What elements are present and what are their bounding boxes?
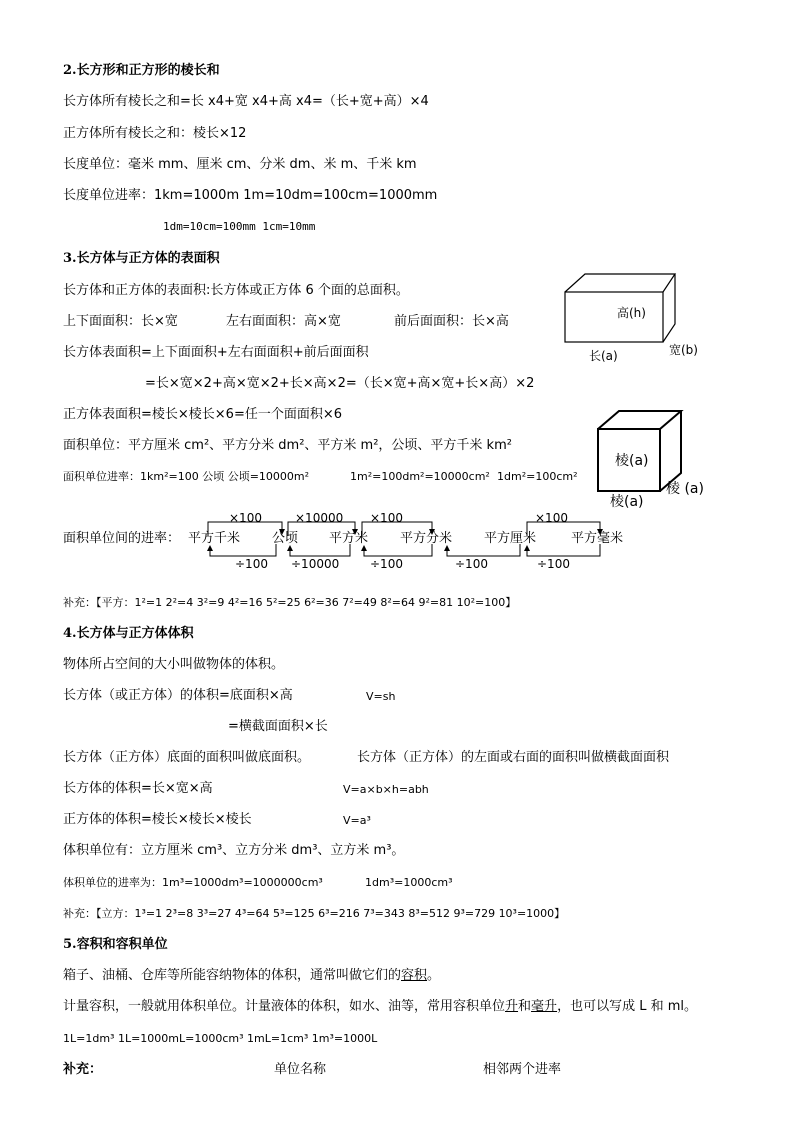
length-rates-2: 1dm=10cm=100mm 1cm=10mm xyxy=(163,220,316,233)
chain-up-3: ×100 xyxy=(370,511,403,525)
chain-unit-m2: 平方米 xyxy=(329,531,369,546)
capacity-rates: 1L=1dm³ 1L=1000mL=1000cm³ 1mL=1cm³ 1m³=1000L xyxy=(63,1032,378,1045)
capacity-definition-post: 。 xyxy=(427,968,441,983)
arrow-up-3 xyxy=(362,522,432,536)
chain-unit-dm2: 平方分米 xyxy=(400,531,453,546)
arrow-down-3 xyxy=(364,544,432,556)
section-5-heading: 5.容积和容积单位 xyxy=(63,937,168,952)
front-back-area: 前后面面积：长×高 xyxy=(394,314,509,329)
chain-down-4: ÷100 xyxy=(455,557,488,571)
supplement-label: 补充： xyxy=(63,1062,103,1077)
cuboid-surface-expanded: =长×宽×2+高×宽×2+长×高×2=（长×宽+高×宽+长×高）×2 xyxy=(145,376,535,391)
capacity-units-and: 和 xyxy=(518,999,532,1014)
section-2-heading: 2.长方形和正方形的棱长和 xyxy=(63,63,220,78)
surface-area-definition: 长方体和正方体的表面积:长方体或正方体 6 个面的总面积。 xyxy=(63,283,409,298)
chain-down-5: ÷100 xyxy=(537,557,570,571)
cuboid-volume-v: V=a×b×h=abh xyxy=(343,783,429,796)
chain-unit-mm2: 平方毫米 xyxy=(571,531,624,546)
chain-down-2: ÷10000 xyxy=(291,557,340,571)
cube-supplement: 补充：【立方：1³=1 2³=8 3³=27 4³=64 5³=125 6³=216 7³=343 8³=512 9³=729 10³=1000】 xyxy=(63,907,566,920)
cube-diagram xyxy=(590,405,720,515)
volume-rates-2: 1dm³=1000cm³ xyxy=(365,876,453,889)
capacity-definition-pre: 箱子、油桶、仓库等所能容纳物体的体积，通常叫做它们的 xyxy=(63,968,402,983)
cube-side-label: 棱 (a) xyxy=(666,481,704,497)
area-units: 面积单位：平方厘米 cm²、平方分米 dm²、平方米 m²，公顷、平方千米 km² xyxy=(63,438,512,453)
capacity-definition xyxy=(63,967,440,985)
capacity-units-post: ，也可以写成 L 和 ml。 xyxy=(557,999,697,1014)
chain-unit-cm2: 平方厘米 xyxy=(484,531,537,546)
top-bottom-area: 上下面面积：长×宽 xyxy=(63,314,178,329)
chain-up-4: ×100 xyxy=(535,511,568,525)
chain-up-2: ×10000 xyxy=(295,511,344,525)
arrow-down-4 xyxy=(447,544,520,556)
capacity-units-line xyxy=(63,998,697,1016)
volume-cross-section: =横截面面积×长 xyxy=(228,719,328,734)
square-supplement: 补充：【平方：1²=1 2²=4 3²=9 4²=16 5²=25 6²=36 7²=49 8²=64 9²=81 10²=100】 xyxy=(63,596,517,609)
cuboid-diagram xyxy=(555,268,730,373)
volume-rates-1: 体积单位的进率为：1m³=1000dm³=1000000cm³ xyxy=(63,876,323,889)
arrow-up-2 xyxy=(288,522,355,536)
area-rates-2: 1m²=100dm²=10000cm² xyxy=(350,470,490,483)
chain-down-1: ÷100 xyxy=(235,557,268,571)
chain-down-3: ÷100 xyxy=(370,557,403,571)
arrow-down-5 xyxy=(527,544,600,556)
cuboid-surface-formula: 长方体表面积=上下面面积+左右面面积+前后面面积 xyxy=(63,345,369,360)
cube-front-label: 棱(a) xyxy=(615,453,649,469)
left-right-area: 左右面面积：高×宽 xyxy=(226,314,341,329)
adjacent-rate-header: 相邻两个进率 xyxy=(483,1062,562,1077)
cuboid-length-label: 长(a) xyxy=(589,349,618,363)
arrow-up-1 xyxy=(208,522,282,536)
cross-section-definition: 长方体（正方体）的左面或右面的面积叫做横截面面积 xyxy=(357,750,670,765)
chain-up-1: ×100 xyxy=(229,511,262,525)
area-rates-3: 1dm²=100cm² xyxy=(497,470,578,483)
edge-sum-cuboid: 长方体所有棱长之和=长 x4+宽 x4+高 x4=（长+宽+高）×4 xyxy=(63,94,429,109)
capacity-term: 容积 xyxy=(401,968,428,983)
arrow-down-1 xyxy=(210,544,276,556)
volume-v-sh: V=sh xyxy=(366,690,396,703)
section-3-heading: 3.长方体与正方体的表面积 xyxy=(63,251,220,266)
capacity-units-pre: 计量容积，一般就用体积单位。计量液体的体积，如水、油等，常用容积单位 xyxy=(63,999,506,1014)
cube-surface-formula: 正方体表面积=棱长×棱长×6=任一个面面积×6 xyxy=(63,407,343,422)
area-rates-1: 面积单位进率：1km²=100 公顷 公顷=10000m² xyxy=(63,470,310,483)
length-rates: 长度单位进率：1km=1000m 1m=10dm=100cm=1000mm xyxy=(63,188,438,203)
volume-definition: 物体所占空间的大小叫做物体的体积。 xyxy=(63,657,285,672)
unit-liter: 升 xyxy=(505,999,519,1014)
unit-name-header: 单位名称 xyxy=(274,1062,327,1077)
cuboid-volume-base: 长方体（或正方体）的体积=底面积×高 xyxy=(63,688,293,703)
area-chain-label: 面积单位间的进率： xyxy=(63,531,181,546)
cuboid-height-label: 高(h) xyxy=(617,306,646,320)
cuboid-volume-formula: 长方体的体积=长×宽×高 xyxy=(63,781,213,796)
cube-bottom-label: 棱(a) xyxy=(610,494,644,510)
cube-volume-formula: 正方体的体积=棱长×棱长×棱长 xyxy=(63,812,252,827)
cuboid-width-label: 宽(b) xyxy=(669,343,698,357)
arrow-down-2 xyxy=(290,544,350,556)
unit-milliliter: 毫升 xyxy=(531,999,558,1014)
base-area-definition: 长方体（正方体）底面的面积叫做底面积。 xyxy=(63,750,311,765)
chain-unit-hectare: 公顷 xyxy=(272,531,299,546)
arrow-up-4 xyxy=(527,522,600,536)
cube-volume-v: V=a³ xyxy=(343,814,371,827)
volume-units: 体积单位有：立方厘米 cm³、立方分米 dm³、立方米 m³。 xyxy=(63,843,405,858)
section-4-heading: 4.长方体与正方体体积 xyxy=(63,626,194,641)
length-units: 长度单位：毫米 mm、厘米 cm、分米 dm、米 m、千米 km xyxy=(63,157,417,172)
chain-unit-km2: 平方千米 xyxy=(188,531,241,546)
edge-sum-cube: 正方体所有棱长之和：棱长×12 xyxy=(63,126,247,141)
